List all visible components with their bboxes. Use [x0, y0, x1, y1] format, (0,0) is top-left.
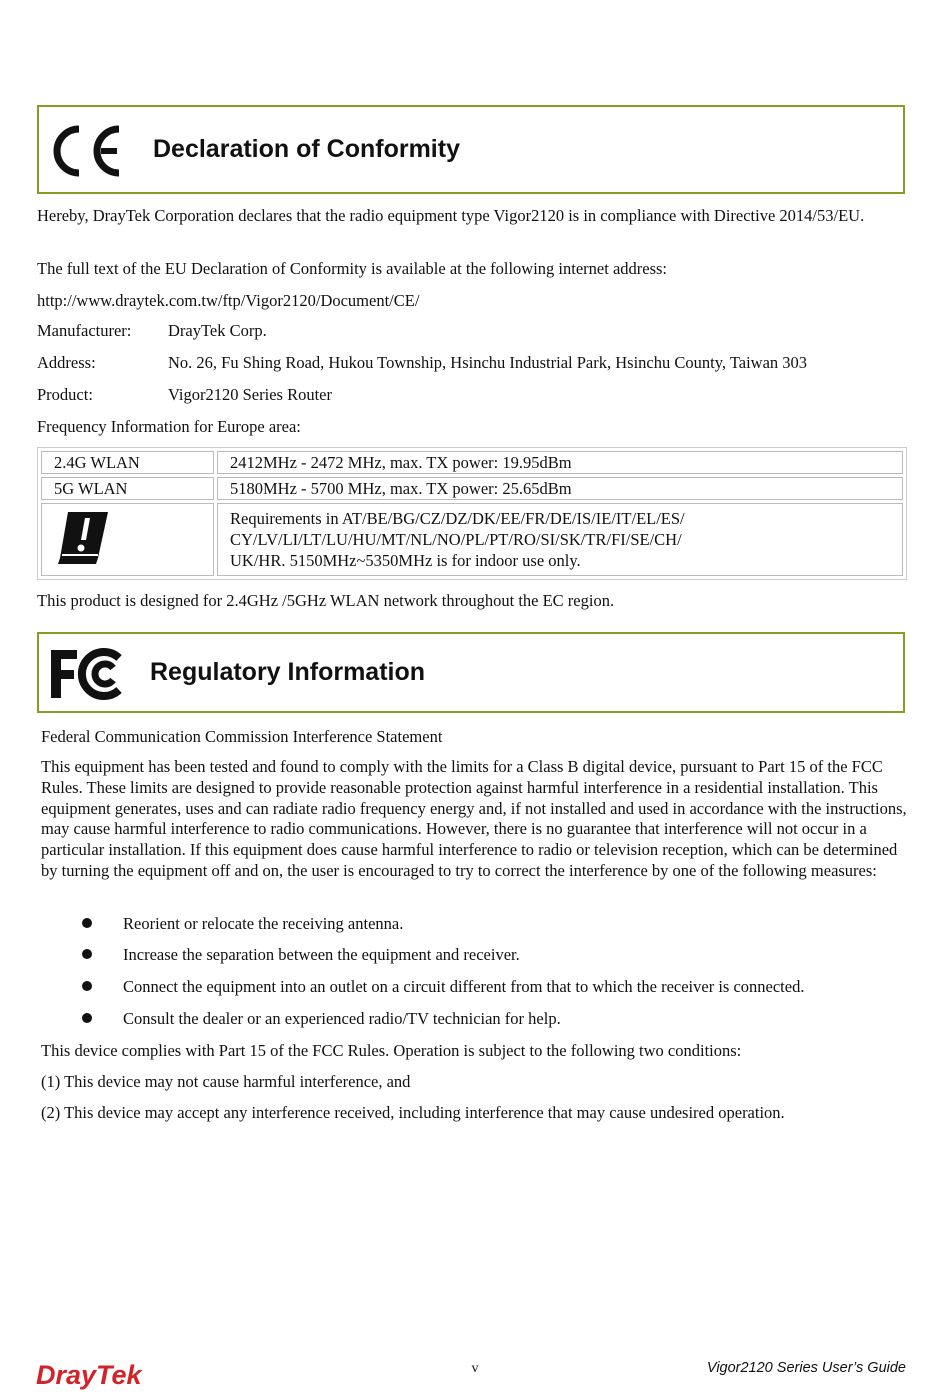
warning-book-icon: [54, 508, 114, 566]
ce-declaration-header: [37, 105, 905, 194]
fcc-regulatory-header: [37, 632, 905, 713]
fcc-body: This equipment has been tested and found to comply with the limits for a Class B digital device, pursuant to Part 15 of the FCC Rules. These limits are designed to provide reasonable protection against harmful interference in a residential installation. This equipment generates, uses and can radiate radio frequency energy and, if not installed and used in accordance with the instructions, may cause harmful interference to radio communications. However, there is no guarantee that interference will not occur in a particular installation. If this equipment does cause harmful interference to radio or television reception, which can be determined by turning the equipment off and on, the user is encouraged to try to correct the interference by one of the following measures:: [41, 757, 907, 880]
ce-full-text-note: The full text of the EU Declaration of Conformity is available at the following internet address:: [37, 259, 668, 278]
manufacturer-label: Manufacturer:: [37, 321, 132, 340]
bullet-icon: [82, 918, 92, 928]
requirements-line: UK/HR. 5150MHz~5350MHz is for indoor use only.: [230, 551, 581, 570]
freq-heading: Frequency Information for Europe area:: [37, 417, 301, 436]
bullet-icon: [82, 981, 92, 991]
guide-title: Vigor2120 Series User’s Guide: [706, 1360, 906, 1376]
draytek-logo-text: DrayTek: [36, 1360, 142, 1390]
list-item: Increase the separation between the equipment and receiver.: [123, 945, 520, 964]
page-number: v: [471, 1361, 479, 1376]
fcc-condition-2: (2) This device may accept any interference received, including interference that may cause undesired operation.: [41, 1103, 785, 1122]
requirements-line: Requirements in AT/BE/BG/CZ/DZ/DK/EE/FR/DE/IS/IE/IT/EL/ES/: [230, 509, 685, 528]
requirements-line: CY/LV/LI/LT/LU/HU/MT/NL/NO/PL/PT/RO/SI/SK/TR/FI/SE/CH/: [230, 530, 682, 549]
ce-intro: Hereby, DrayTek Corporation declares that the radio equipment type Vigor2120 is in compliance with Directive 2014/53/EU.: [37, 206, 865, 225]
product-label: Product:: [37, 385, 93, 404]
bullet-icon: [82, 1013, 92, 1023]
table-row: [41, 503, 903, 576]
fcc-condition-1: (1) This device may not cause harmful interference, and: [41, 1072, 411, 1091]
fcc-logo-icon: [47, 646, 129, 702]
warning-cell: [41, 503, 214, 576]
ce-doc-url: http://www.draytek.com.tw/ftp/Vigor2120/Document/CE/: [37, 291, 420, 310]
table-row: [41, 477, 903, 500]
list-item: Consult the dealer or an experienced radio/TV technician for help.: [123, 1009, 561, 1028]
bullet-icon: [82, 949, 92, 959]
info-cell: 5180MHz - 5700 MHz, max. TX power: 25.65dBm: [217, 477, 903, 500]
list-item: Reorient or relocate the receiving antenna.: [123, 914, 404, 933]
table-row: [41, 451, 903, 474]
list-item: Connect the equipment into an outlet on a circuit different from that to which the receiver is connected.: [123, 977, 805, 996]
requirements-cell: [217, 503, 903, 576]
fcc-section-title: Regulatory Information: [150, 658, 426, 686]
fcc-heading: Federal Communication Commission Interference Statement: [41, 727, 443, 746]
fcc-compliance: This device complies with Part 15 of the FCC Rules. Operation is subject to the following two conditions:: [41, 1041, 742, 1060]
address-value: No. 26, Fu Shing Road, Hukou Township, Hsinchu Industrial Park, Hsinchu County, Taiwan 303: [168, 353, 808, 372]
ce-section-title: Declaration of Conformity: [153, 135, 460, 163]
ec-region-note: This product is designed for 2.4GHz /5GHz WLAN network throughout the EC region.: [37, 591, 615, 610]
info-cell: 2412MHz - 2472 MHz, max. TX power: 19.95dBm: [217, 451, 903, 474]
address-label: Address:: [37, 353, 96, 372]
band-cell: 5G WLAN: [41, 477, 214, 500]
frequency-table: [37, 447, 907, 580]
manufacturer-value: DrayTek Corp.: [168, 321, 267, 340]
product-value: Vigor2120 Series Router: [168, 385, 332, 404]
ce-mark-icon: [51, 123, 127, 179]
band-cell: 2.4G WLAN: [41, 451, 214, 474]
